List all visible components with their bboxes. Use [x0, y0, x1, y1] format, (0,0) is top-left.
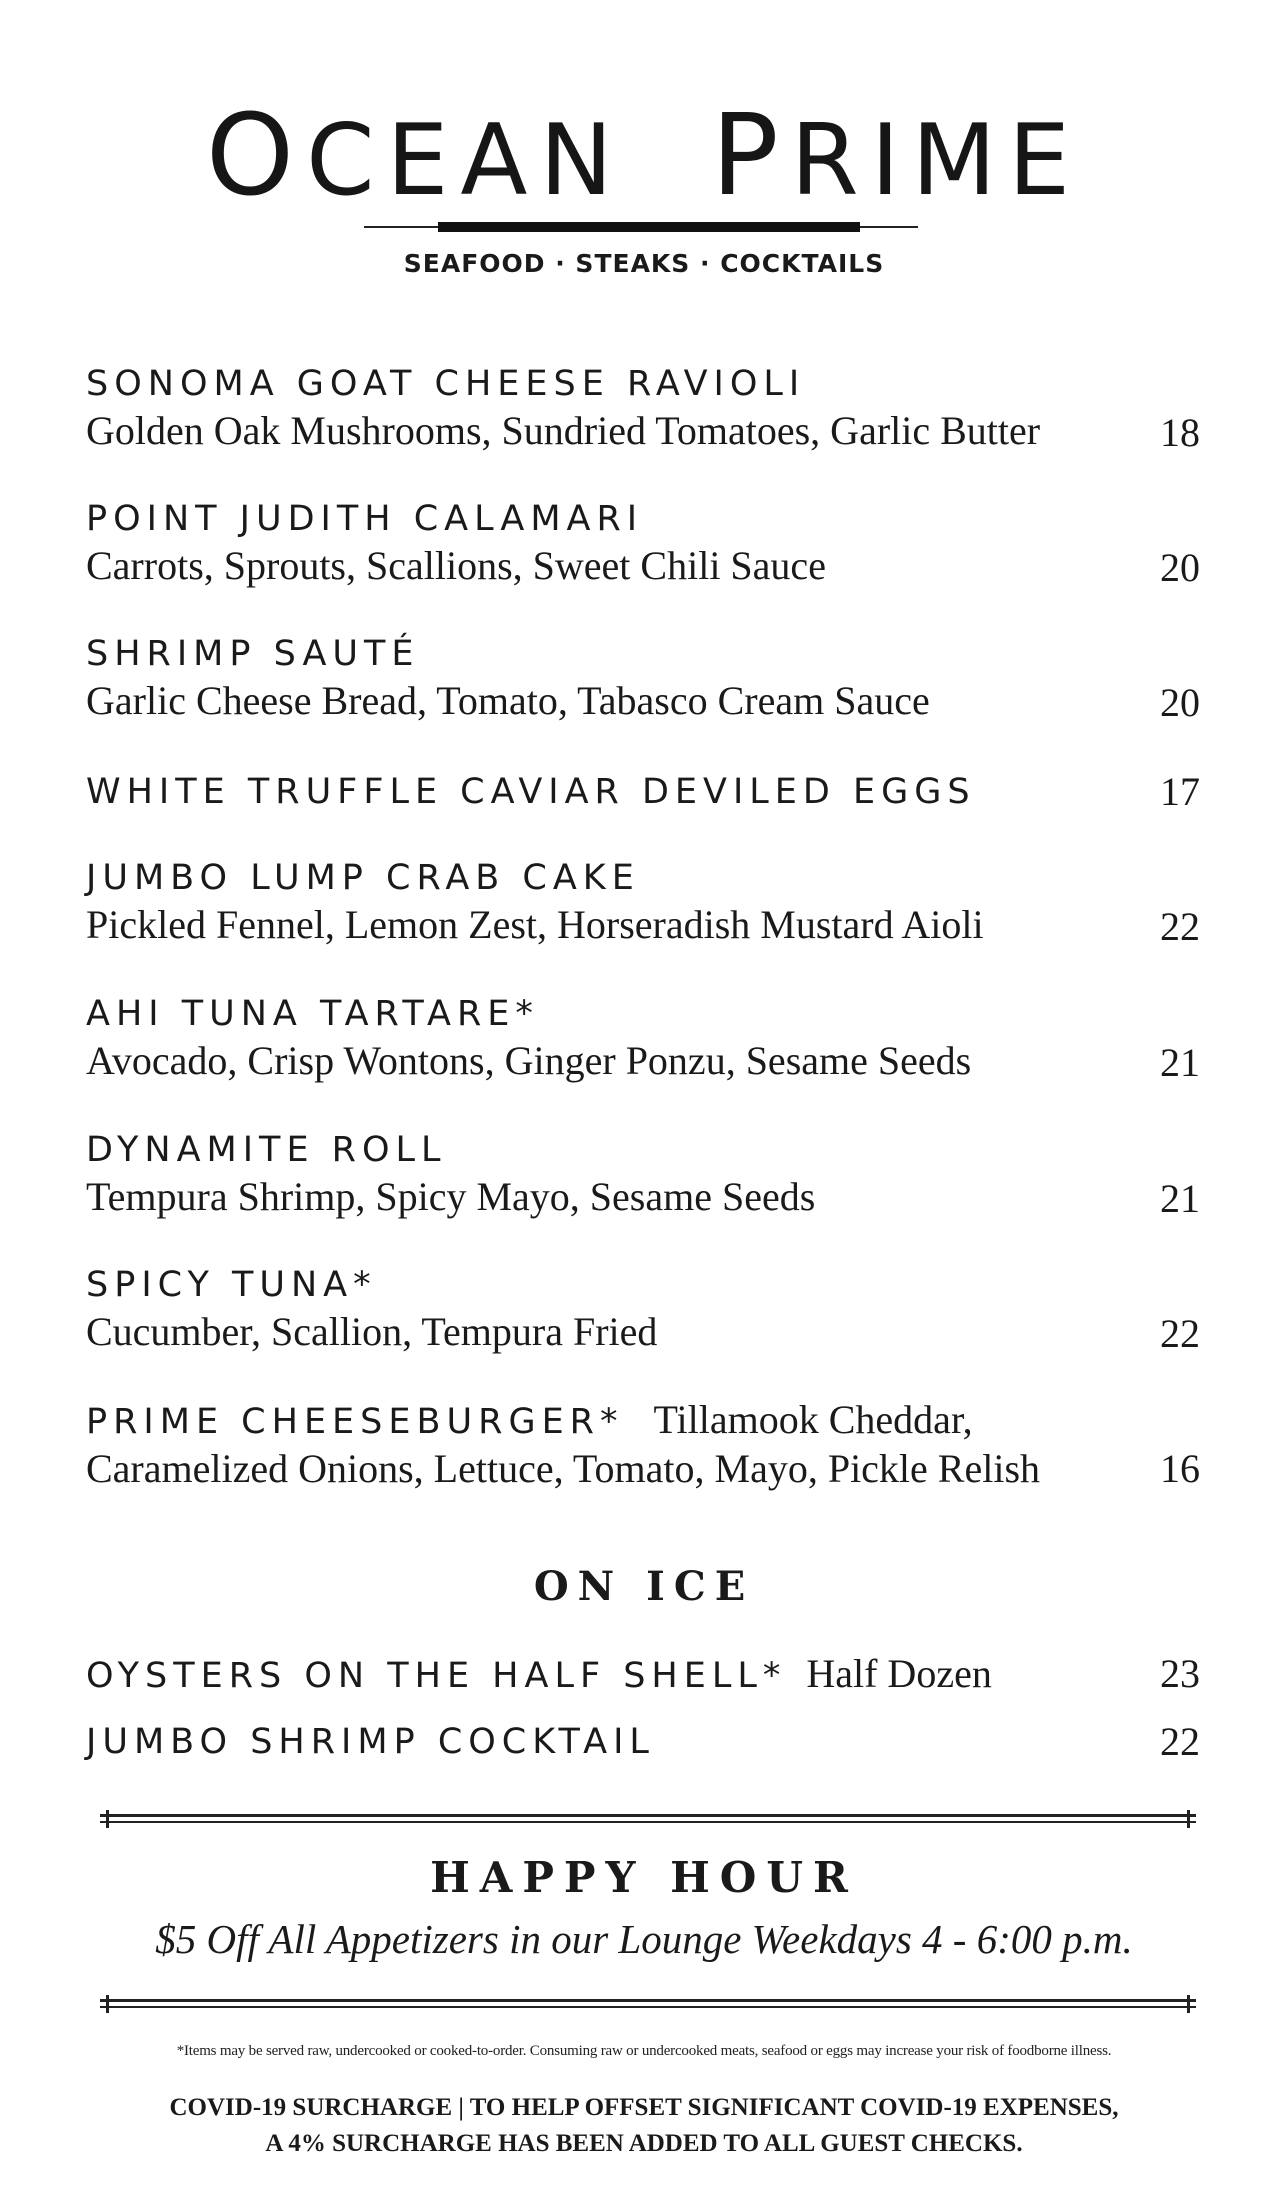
happy-hour-title: HAPPY HOUR	[430, 1853, 858, 1902]
divider-bottom	[100, 1995, 1196, 2013]
brand-letter-p: P	[711, 91, 791, 221]
item-price: 22	[1160, 904, 1200, 949]
item-name: POINT JUDITH CALAMARI	[86, 499, 644, 539]
item-inline-description: Half Dozen	[806, 1651, 992, 1696]
item-description: Avocado, Crisp Wontons, Ginger Ponzu, Sesame Seeds	[86, 1038, 972, 1083]
menu-item	[86, 770, 1200, 814]
section-title-on-ice: ON ICE	[533, 1563, 755, 1610]
menu-item	[86, 362, 1200, 456]
menu-item	[86, 856, 1200, 950]
item-price: 22	[1160, 1719, 1200, 1764]
item-inline-description: Tillamook Cheddar,	[653, 1397, 973, 1442]
menu-item	[86, 632, 1200, 726]
item-description: Pickled Fennel, Lemon Zest, Horseradish Mustard Aioli	[86, 902, 984, 947]
item-description: Caramelized Onions, Lettuce, Tomato, Mayo, Pickle Relish	[86, 1446, 1041, 1491]
item-name: JUMBO LUMP CRAB CAKE	[86, 858, 640, 898]
item-price: 17	[1160, 769, 1200, 814]
menu-item	[86, 1128, 1200, 1222]
covid-notice-line-1: COVID-19 SURCHARGE | TO HELP OFFSET SIGNIFICANT COVID-19 EXPENSES,	[169, 2094, 1119, 2121]
item-price: 20	[1160, 680, 1200, 725]
item-price: 23	[1160, 1651, 1200, 1696]
covid-surcharge-notice	[0, 2090, 1288, 2162]
menu-item	[86, 1720, 1200, 1764]
divider-top	[100, 1810, 1196, 1828]
brand-word-prime: RIME	[790, 104, 1083, 218]
item-name: WHITE TRUFFLE CAVIAR DEVILED EGGS	[86, 772, 976, 812]
item-name: PRIME CHEESEBURGER* Tillamook Cheddar,	[86, 1397, 973, 1442]
tagline: SEAFOOD · STEAKS · COCKTAILS	[403, 249, 885, 278]
item-price: 18	[1160, 410, 1200, 455]
item-description: Cucumber, Scallion, Tempura Fried	[86, 1309, 658, 1354]
happy-hour-subtitle: $5 Off All Appetizers in our Lounge Weekdays 4 - 6:00 p.m.	[155, 1916, 1133, 1962]
covid-notice-line-2: A 4% SURCHARGE HAS BEEN ADDED TO ALL GUEST CHECKS.	[265, 2130, 1023, 2157]
brand-word-ocean: CEAN	[306, 104, 625, 218]
item-name: JUMBO SHRIMP COCKTAIL	[86, 1722, 655, 1762]
item-name: SPICY TUNA*	[86, 1265, 377, 1305]
menu-item	[86, 497, 1200, 591]
item-description: Garlic Cheese Bread, Tomato, Tabasco Cream Sauce	[86, 678, 930, 723]
item-name: AHI TUNA TARTARE*	[86, 994, 539, 1034]
item-price: 21	[1160, 1040, 1200, 1085]
item-price: 21	[1160, 1176, 1200, 1221]
item-price: 22	[1160, 1311, 1200, 1356]
item-price: 16	[1160, 1446, 1200, 1491]
menu-item	[86, 1263, 1200, 1357]
brand-logo	[0, 91, 1288, 221]
item-description: Golden Oak Mushrooms, Sundried Tomatoes, Garlic Butter	[86, 408, 1041, 453]
item-description: Carrots, Sprouts, Scallions, Sweet Chili Sauce	[86, 543, 826, 588]
brand-divider	[364, 220, 918, 234]
brand-letter-o: O	[205, 91, 307, 221]
item-name: OYSTERS ON THE HALF SHELL* Half Dozen	[86, 1651, 992, 1696]
item-name: SONOMA GOAT CHEESE RAVIOLI	[86, 364, 806, 404]
item-name: DYNAMITE ROLL	[86, 1130, 447, 1170]
item-price: 20	[1160, 545, 1200, 590]
menu-item	[86, 1398, 1200, 1494]
food-safety-disclaimer: *Items may be served raw, undercooked or cooked-to-order. Consuming raw or undercooked meats, seafood or eggs may increase your risk of foodborne illness.	[176, 2043, 1112, 2059]
item-name: SHRIMP SAUTÉ	[86, 634, 420, 674]
item-description: Tempura Shrimp, Spicy Mayo, Sesame Seeds	[86, 1174, 816, 1219]
menu-item	[86, 992, 1200, 1086]
menu-item	[86, 1652, 1200, 1698]
